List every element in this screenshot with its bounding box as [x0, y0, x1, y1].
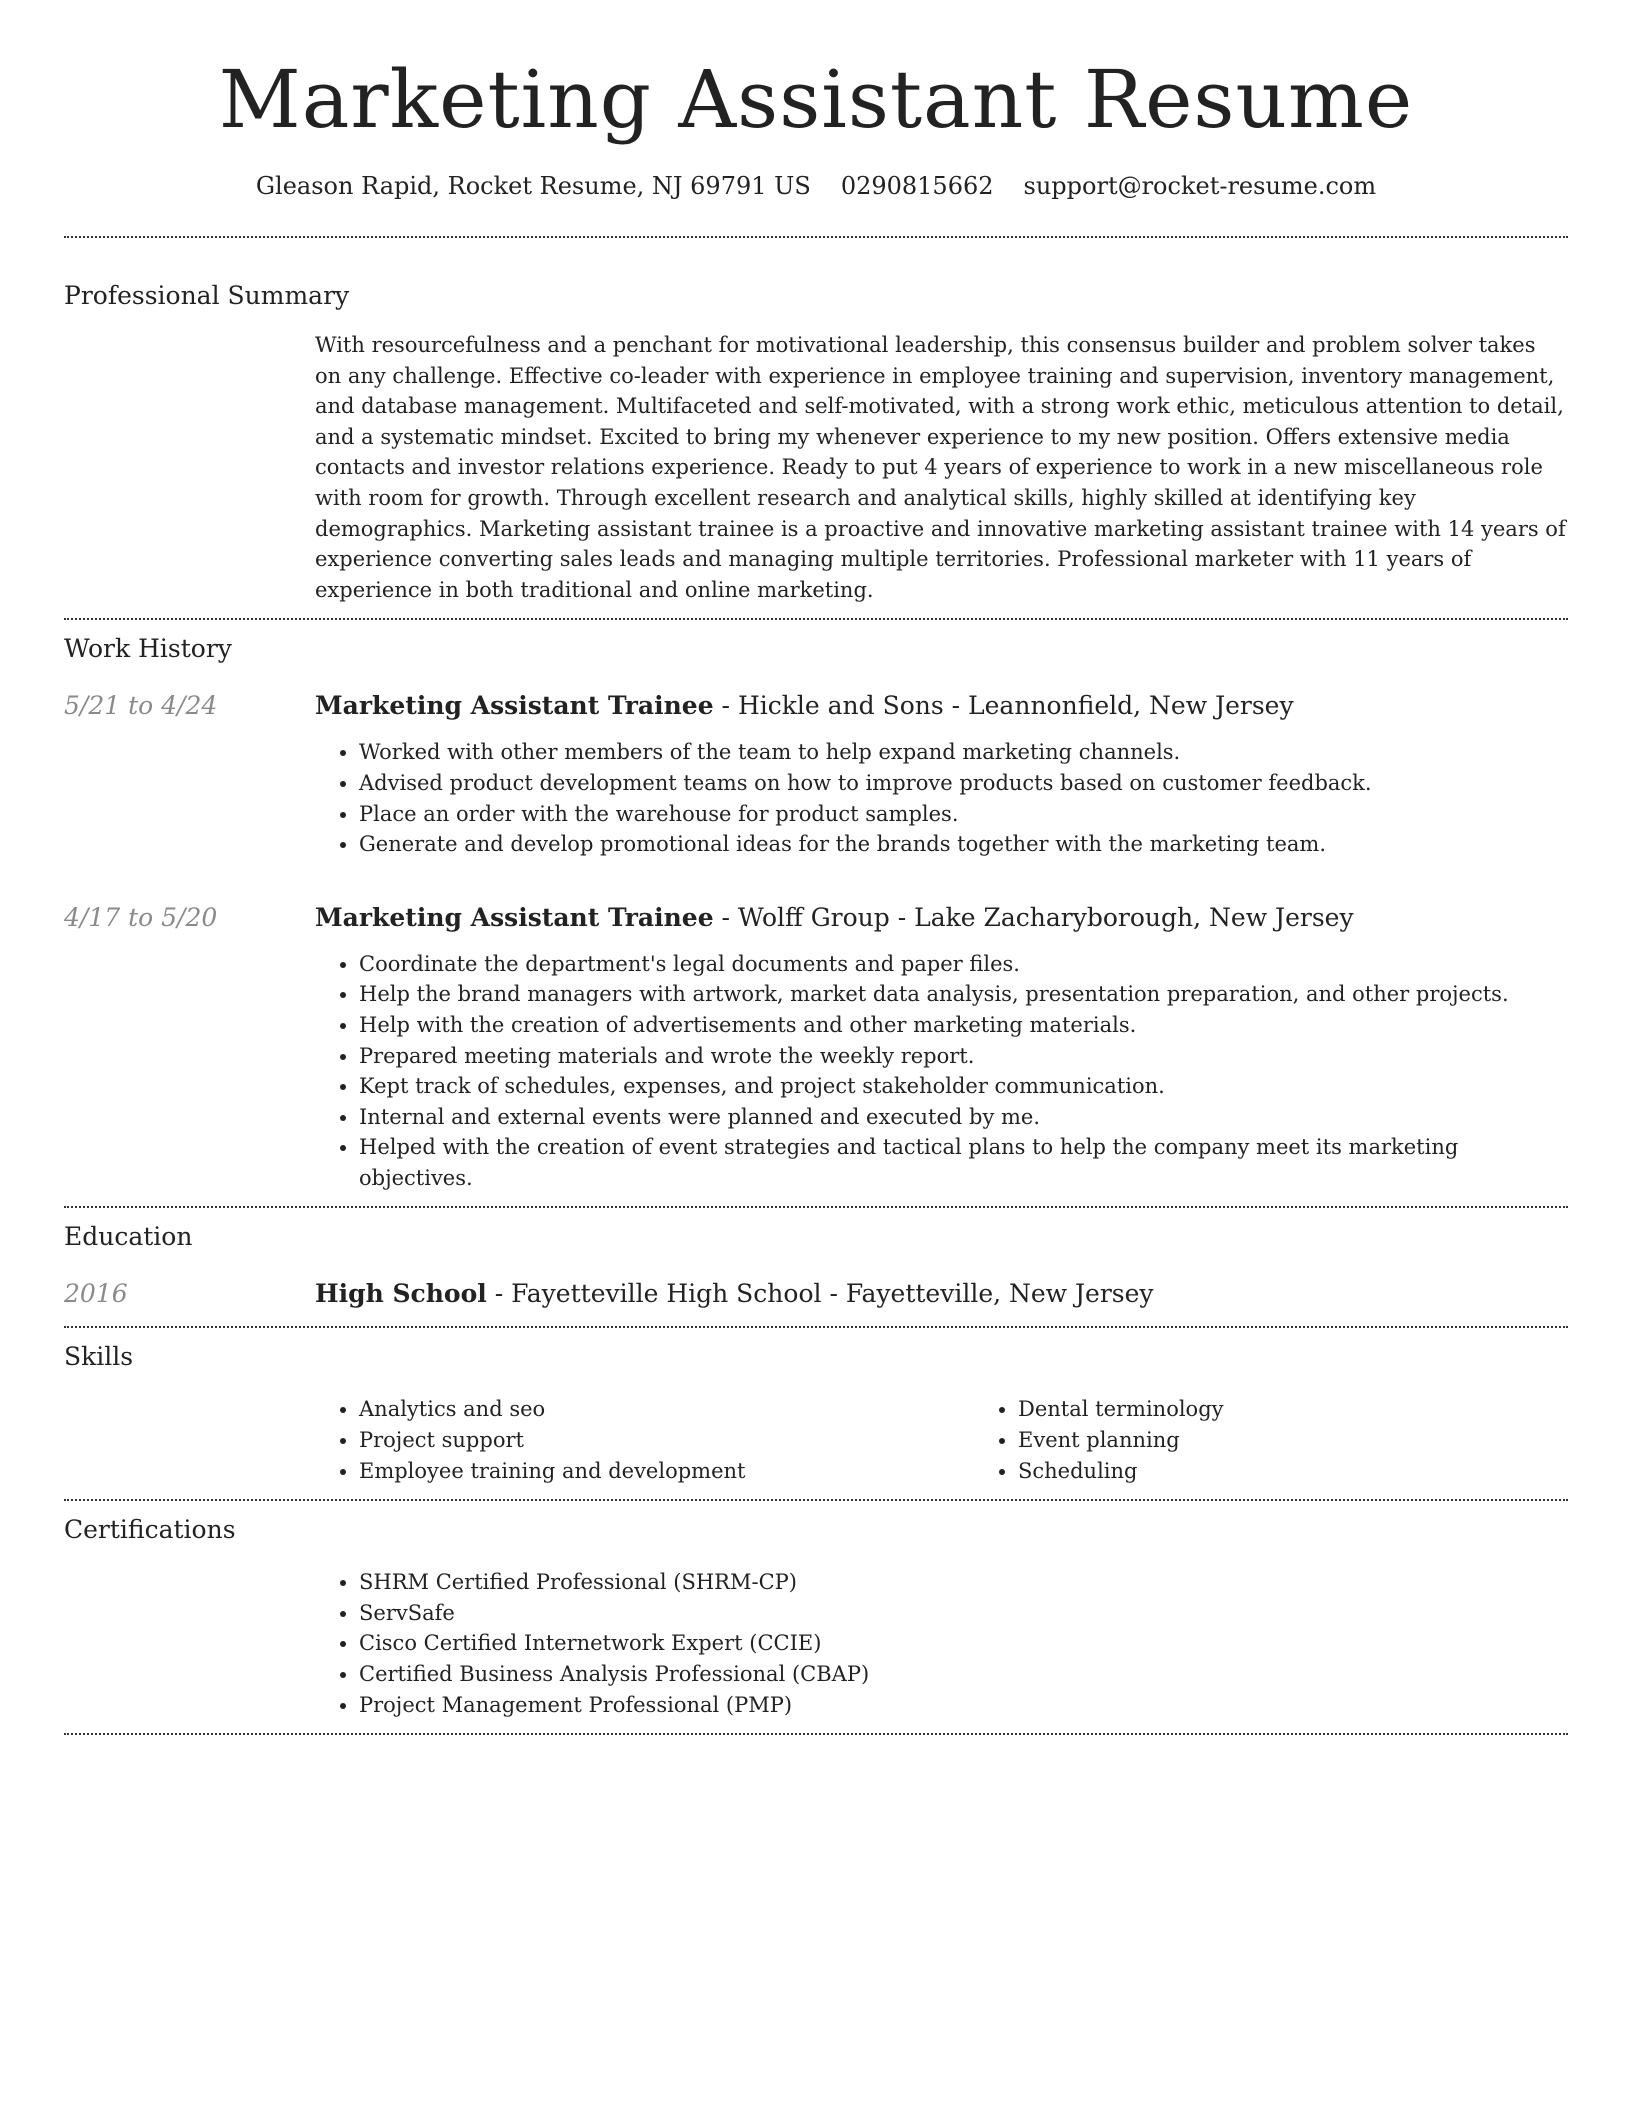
list-item: • Project support — [359, 1425, 974, 1456]
education-school: - Fayetteville High School - Fayetteville, New Jersey — [486, 1279, 1154, 1309]
list-item: • ServSafe — [359, 1598, 1568, 1629]
list-item: • Help with the creation of advertisements and other marketing materials. — [359, 1010, 1568, 1041]
list-item: • Worked with other members of the team to help expand marketing channels. — [359, 737, 1568, 768]
summary-section — [64, 238, 1568, 618]
list-item: • Advised product development teams on how to improve products based on customer feedback. — [359, 768, 1568, 799]
education-heading: Education — [64, 1222, 193, 1252]
skills-list-right — [974, 1394, 1632, 1486]
list-item: • Helped with the creation of event strategies and tactical plans to help the company meet its marketing objectives. — [359, 1132, 1568, 1193]
list-item: • Help the brand managers with artwork, market data analysis, presentation preparation, and other projects. — [359, 979, 1568, 1010]
list-item: • Employee training and development — [359, 1456, 974, 1487]
list-item: • Internal and external events were planned and executed by me. — [359, 1102, 1568, 1133]
summary-heading: Professional Summary — [64, 281, 350, 310]
list-item: • Scheduling — [1018, 1456, 1632, 1487]
list-item: • Kept track of schedules, expenses, and project stakeholder communication. — [359, 1071, 1568, 1102]
job-dates: 5/21 to 4/24 — [64, 691, 218, 721]
job-entry — [64, 689, 1568, 859]
list-item: • Project Management Professional (PMP) — [359, 1690, 1568, 1721]
job-entry — [64, 901, 1568, 1207]
list-item: • Certified Business Analysis Professional (CBAP) — [359, 1659, 1568, 1690]
list-item: • SHRM Certified Professional (SHRM-CP) — [359, 1567, 1568, 1598]
page-title: Marketing Assistant Resume — [218, 53, 1414, 146]
list-item: • Event planning — [1018, 1425, 1632, 1456]
work-heading: Work History — [64, 634, 232, 664]
certifications-list — [315, 1567, 1568, 1720]
work-section — [64, 620, 1568, 1206]
list-item: • Dental terminology — [1018, 1394, 1632, 1425]
job-role: Marketing Assistant Trainee — [315, 691, 714, 721]
education-degree: High School — [315, 1279, 487, 1309]
education-section — [64, 1208, 1568, 1326]
contact-email: support@rocket-resume.com — [1023, 172, 1377, 200]
certifications-section — [64, 1501, 1568, 1733]
skills-list-left — [315, 1394, 974, 1486]
job-employer: - Wolff Group - Lake Zacharyborough, New Jersey — [713, 902, 1354, 932]
list-item: • Place an order with the warehouse for product samples. — [359, 799, 1568, 830]
skills-heading: Skills — [64, 1342, 134, 1372]
education-year: 2016 — [64, 1279, 128, 1309]
education-heading-line — [315, 1277, 1568, 1311]
contact-line — [64, 170, 1568, 202]
list-item: • Prepared meeting materials and wrote the weekly report. — [359, 1041, 1568, 1072]
list-item: • Analytics and seo — [359, 1394, 974, 1425]
summary-text: With resourcefulness and a penchant for motivational leadership, this consensus builder and problem solver takes on any challenge. Effective co-leader with experience in employee training and supervision, inventory management, and database management. Multifaceted and self-motivated, with a strong work ethic, meticulous attention to detail, and a systematic mindset. Excited to bring my whenever experience to my new position. Offers extensive media contacts and investor relations experience. Ready to put 4 years of experience to work in a new miscellaneous role with room for growth. Through excellent research and analytical skills, highly skilled at identifying key demographics. Marketing assistant trainee is a proactive and innovative marketing assistant trainee with 14 years of experience converting sales leads and managing multiple territories. Professional marketer with 11 years of experience in both traditional and online marketing. — [315, 333, 1566, 602]
contact-phone: 0290815662 — [840, 172, 994, 200]
job-dates: 4/17 to 5/20 — [64, 902, 218, 932]
job-bullets — [315, 949, 1568, 1194]
skills-section — [64, 1328, 1568, 1499]
job-bullets — [315, 737, 1568, 859]
job-role: Marketing Assistant Trainee — [315, 902, 714, 932]
education-entry — [64, 1277, 1568, 1326]
list-item: • Generate and develop promotional ideas for the brands together with the marketing team. — [359, 829, 1568, 860]
divider — [64, 1733, 1568, 1735]
job-employer: - Hickle and Sons - Leannonfield, New Jersey — [713, 691, 1294, 721]
list-item: • Coordinate the department's legal documents and paper files. — [359, 949, 1568, 980]
certifications-heading: Certifications — [64, 1515, 236, 1545]
job-heading — [315, 901, 1568, 935]
list-item: • Cisco Certified Internetwork Expert (CCIE) — [359, 1628, 1568, 1659]
job-heading — [315, 689, 1568, 723]
contact-address: Gleason Rapid, Rocket Resume, NJ 69791 US — [255, 172, 811, 200]
